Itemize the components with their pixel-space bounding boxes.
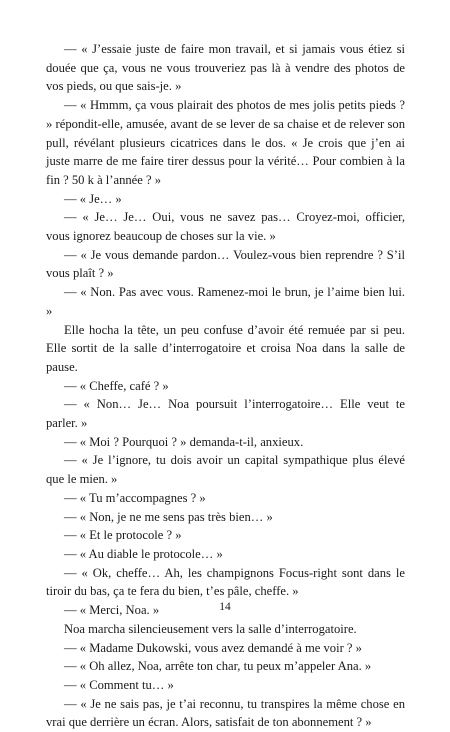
paragraph: — « Non, je ne me sens pas très bien… » [64, 509, 273, 524]
paragraph: — « Comment tu… » [64, 677, 174, 692]
paragraph: — « Non. Pas avec vous. Ramenez-moi le brun, je l’aime bien lui. » [46, 285, 405, 318]
paragraph: — « Moi ? Pourquoi ? » demanda-t-il, anxieux. [64, 434, 304, 449]
paragraph: — « J’essaie juste de faire mon travail, et si jamais vous étiez si douée que ça, vous ne vous trouveriez pas là à vendre des photos de vos pieds, ou que sais-je. » [46, 42, 405, 94]
paragraph: — « Je… Je… Oui, vous ne savez pas… Croyez-moi, officier, vous ignorez beaucoup de choses sur la vie. » [46, 210, 405, 244]
body-text [46, 40, 405, 732]
paragraph: — « Hmmm, ça vous plairait des photos de mes jolis petits pieds ? » répondit-elle, amusée, avant de se lever de sa chaise et de relever son pull, révélant plusieurs cicatrices dans le dos. « Je crois que j’en ai juste marre de me faire tirer dessus pour la vérité… Pour combien à la fin ? 50 k à l’année ? » [46, 98, 405, 187]
paragraph: — « Je vous demande pardon… Voulez-vous bien reprendre ? S’il vous plaît ? » [46, 247, 405, 281]
paragraph: — « Cheffe, café ? » [64, 378, 169, 393]
paragraph: Noa marcha silencieusement vers la salle d’interrogatoire. [64, 621, 357, 636]
paragraph: — « Ok, cheffe… Ah, les champignons Focus-right sont dans le tiroir du bas, ça te fera du bien, t’es pâle, cheffe. » [46, 565, 405, 599]
paragraph: — « Non… Je… Noa poursuit l’interrogatoire… Elle veut te parler. » [46, 397, 405, 431]
paragraph: — « Tu m’accompagnes ? » [64, 490, 206, 505]
paragraph: — « Et le protocole ? » [64, 528, 182, 543]
paragraph: — « Je l’ignore, tu dois avoir un capital sympathique plus élevé que le mien. » [46, 453, 405, 487]
paragraph: — « Madame Dukowski, vous avez demandé à me voir ? » [64, 640, 362, 655]
page-number: 14 [219, 601, 231, 613]
paragraph: — « Merci, Noa. » [64, 603, 160, 618]
paragraph: — « Au diable le protocole… » [64, 546, 223, 561]
paragraph: — « Je… » [64, 191, 122, 206]
paragraph: Elle hocha la tête, un peu confuse d’avoir été remuée par si peu. Elle sortit de la salle d’interrogatoire et croisa Noa dans la salle de pause. [46, 322, 405, 374]
paragraph: — « Oh allez, Noa, arrête ton char, tu peux m’appeler Ana. » [64, 659, 372, 674]
paragraph: — « Je ne sais pas, je t’ai reconnu, tu transpires la même chose en vrai que derrière un écran. Alors, satisfait de ton abonnement ? » [46, 696, 405, 730]
